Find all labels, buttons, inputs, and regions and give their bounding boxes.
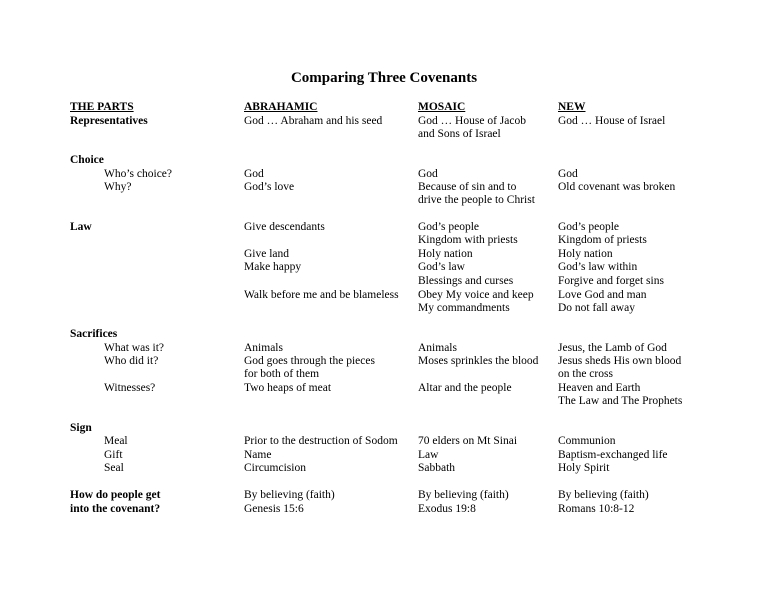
abrahamic-cell [244,449,271,462]
header-the-parts: THE PARTS [70,101,134,113]
row-label: Law [70,221,92,233]
mosaic-cell [418,168,438,181]
abrahamic-cell [244,342,283,355]
cell-line: Law [418,449,439,461]
cell-line: Give land [244,248,290,260]
cell-line: By believing (faith) [418,489,509,501]
cell-line: By believing (faith) [244,489,335,501]
mosaic-cell [418,115,526,142]
cell-line: God [418,168,438,180]
row-label: What was it? [104,342,165,354]
cell-line: and Sons of Israel [418,128,501,141]
row-label: Representatives [70,115,148,127]
cell-line: Obey My voice and keep [418,289,534,301]
row-label: Sign [70,422,92,434]
mosaic-cell [418,355,538,368]
cell-line: Name [244,449,272,461]
new-cell [558,449,668,462]
new-cell [558,221,647,248]
cell-line: God’s love [244,181,295,193]
cell-line: Sabbath [418,462,456,474]
cell-line: Altar and the people [418,382,512,394]
cell-line: God [558,168,578,180]
abrahamic-cell [244,289,399,302]
header-mosaic: MOSAIC [418,101,466,113]
cell-line: Do not fall away [558,302,635,315]
cell-line: Prior to the destruction of Sodom [244,435,398,447]
cell-line: My commandments [418,302,510,315]
cell-line: Give descendants [244,221,325,233]
abrahamic-cell [244,115,382,128]
cell-line: Circumcision [244,462,306,474]
cell-line: God goes through the pieces [244,355,375,367]
new-cell [558,248,664,288]
cell-line: Holy nation [558,248,613,260]
new-cell [558,168,578,181]
row-label: Meal [104,435,128,447]
cell-line: God [244,168,264,180]
cell-line: God … Abraham and his seed [244,115,383,127]
cell-line: Kingdom with priests [418,234,518,247]
cell-line: Exodus 19:8 [418,503,476,515]
abrahamic-cell [244,462,306,475]
row-label: Choice [70,154,104,166]
row-label: Why? [104,181,132,193]
row-label: Seal [104,462,124,474]
abrahamic-cell [244,181,294,194]
abrahamic-cell [244,382,331,395]
new-cell [558,489,649,502]
cell-line: Animals [418,342,457,354]
new-cell [558,435,616,448]
row-label: Witnesses? [104,382,156,394]
cell-line: God’s people [558,221,620,233]
cell-line: The Law and The Prophets [558,395,683,408]
cell-line: Forgive and forget sins [558,274,664,287]
row-label: into the covenant? [70,503,161,515]
cell-line: drive the people to Christ [418,194,535,207]
new-cell [558,342,667,355]
cell-line: Blessings and curses [418,274,514,287]
mosaic-cell [418,382,512,395]
new-cell [558,115,665,128]
new-cell [558,355,681,382]
cell-line: Walk before me and be blameless [244,289,399,301]
new-cell [558,382,682,409]
header-abrahamic: ABRAHAMIC [244,101,318,113]
row-label: Sacrifices [70,328,118,340]
cell-line: Because of sin and to [418,181,517,193]
mosaic-cell [418,342,457,355]
mosaic-cell [418,489,509,502]
mosaic-cell [418,503,476,516]
cell-line: God’s law within [558,261,638,274]
cell-line: God … House of Jacob [418,115,526,127]
cell-line: Kingdom of priests [558,234,647,247]
cell-line: Communion [558,435,616,447]
mosaic-cell [418,435,517,448]
mosaic-cell [418,248,513,288]
mosaic-cell [418,221,518,248]
row-label: How do people get [70,489,161,501]
cell-line: 70 elders on Mt Sinai [418,435,518,447]
row-label: Who’s choice? [104,168,173,180]
cell-line: Love God and man [558,289,647,301]
row-label: Who did it? [104,355,159,367]
cell-line: Two heaps of meat [244,382,332,394]
cell-line: Holy Spirit [558,462,610,474]
document-title: Comparing Three Covenants [290,70,478,86]
abrahamic-cell [244,221,325,234]
abrahamic-cell [244,168,264,181]
mosaic-cell [418,449,438,462]
new-cell [558,503,634,516]
cell-line: Moses sprinkles the blood [418,355,539,367]
mosaic-cell [418,462,455,475]
cell-line: on the cross [558,368,613,381]
cell-line: Animals [244,342,283,354]
cell-line: Baptism-exchanged life [558,449,668,461]
cell-line: Jesus sheds His own blood [558,355,682,367]
cell-line: Genesis 15:6 [244,503,304,515]
cell-line: Romans 10:8-12 [558,503,635,515]
cell-line: By believing (faith) [558,489,649,501]
abrahamic-cell [244,248,301,275]
new-cell [558,289,646,316]
new-cell [558,181,675,194]
cell-line: Jesus, the Lamb of God [558,342,667,354]
cell-line: God … House of Israel [558,115,666,127]
header-new: NEW [558,101,586,113]
mosaic-cell [418,181,535,208]
cell-line: Holy nation [418,248,473,260]
cell-line: Old covenant was broken [558,181,676,193]
mosaic-cell [418,289,534,316]
cell-line: for both of them [244,368,320,381]
abrahamic-cell [244,503,304,516]
abrahamic-cell [244,435,398,448]
cell-line: God’s law [418,261,465,274]
abrahamic-cell [244,489,335,502]
abrahamic-cell [244,355,375,382]
cell-line: God’s people [418,221,480,233]
cell-line: Heaven and Earth [558,382,641,394]
cell-line: Make happy [244,261,302,274]
row-label: Gift [104,449,123,461]
new-cell [558,462,609,475]
